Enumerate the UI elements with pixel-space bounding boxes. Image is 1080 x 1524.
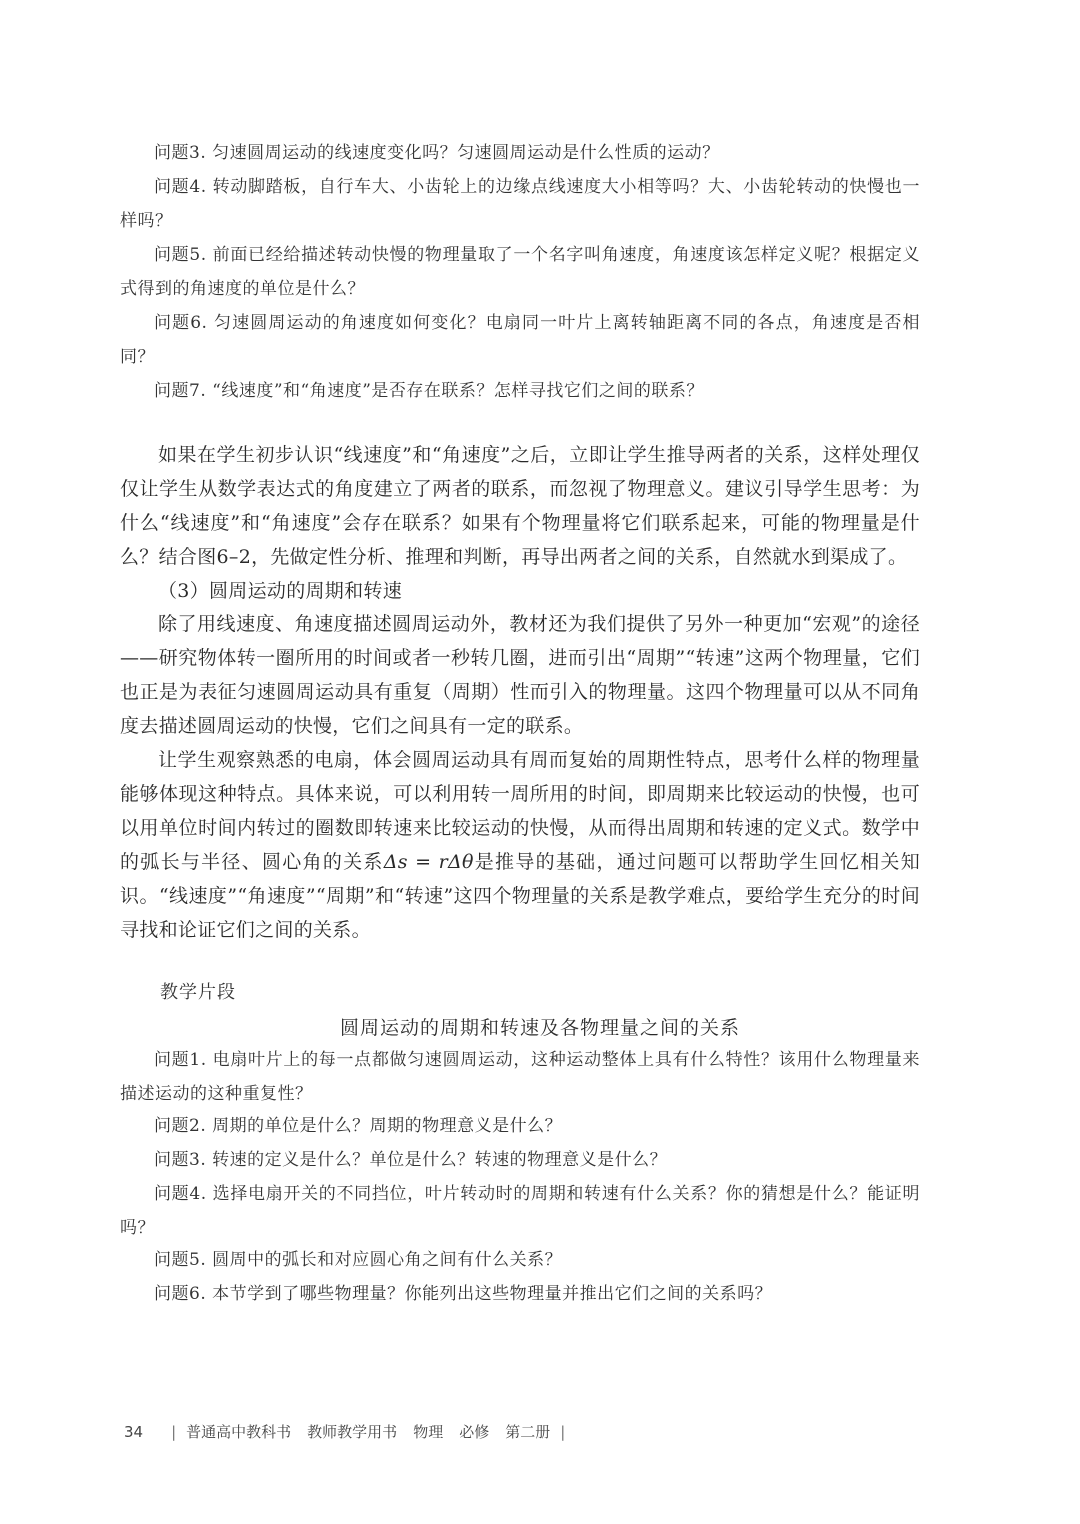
- footer-subject: 物理: [413, 1423, 444, 1441]
- arc-length-formula: Δs = rΔθ: [383, 851, 474, 873]
- body-paragraph-2: 除了用线速度、角速度描述圆周运动外，教材还为我们提供了另外一种更加“宏观”的途径——研究物体转一圈所用的时间或者一秒转几圈，进而引出“周期”“转速”这两个物理量，它们也正是为表征匀速圆周运动具有重复（周期）性而引入的物理量。这四个物理量可以从不同角度去描述圆周运动的快慢，它们之间具有一定的联系。: [120, 613, 920, 737]
- segment-question-4: 问题4. 选择电扇开关的不同挡位，叶片转动时的周期和转速有什么关系？你的猜想是什么？能证明吗？: [120, 1184, 920, 1238]
- footer-separator-end: |: [560, 1423, 566, 1441]
- footer-separator: |: [171, 1423, 177, 1441]
- segment-question-2: 问题2. 周期的单位是什么？周期的物理意义是什么？: [154, 1116, 563, 1136]
- section-subheading: （3）圆周运动的周期和转速: [158, 580, 402, 602]
- footer-required: 必修: [459, 1423, 490, 1441]
- segment-question-3: 问题3. 转速的定义是什么？单位是什么？转速的物理意义是什么？: [154, 1150, 668, 1170]
- intro-question-3: 问题3. 匀速圆周运动的线速度变化吗？匀速圆周运动是什么性质的运动？: [154, 143, 720, 163]
- segment-question-1: 问题1. 电扇叶片上的每一点都做匀速圆周运动，这种运动整体上具有什么特性？该用什么物理量来描述运动的这种重复性？: [120, 1050, 920, 1104]
- body-paragraph-1: 如果在学生初步认识“线速度”和“角速度”之后，立即让学生推导两者的关系，这样处理仅仅让学生从数学表达式的角度建立了两者的联系，而忽视了物理意义。建议引导学生思考：为什么“线速度”和“角速度”会存在联系？如果有个物理量将它们联系起来，可能的物理量是什么？结合图6–2，先做定性分析、推理和判断，再导出两者之间的关系，自然就水到渠成了。: [120, 444, 920, 568]
- segment-question-5: 问题5. 圆周中的弧长和对应圆心角之间有什么关系？: [154, 1250, 563, 1270]
- page-number: 34: [124, 1423, 144, 1441]
- body-paragraph-3-part-a: 让学生观察熟悉的电扇，体会圆周运动具有周而复始的周期性特点，思考什么样的物理量能够体现这种特点。具体来说，可以利用转一周所用的时间，即周期来比较运动的快慢，也可以用单位时间内转过的圈数即转速来比较运动的快慢，从而得出周期和转速的定义式。数学中的弧长与半径、圆心角的关系: [120, 749, 920, 873]
- body-paragraph-3: [120, 743, 920, 947]
- teaching-segment-title: 圆周运动的周期和转速及各物理量之间的关系: [339, 1017, 740, 1039]
- intro-question-5: 问题5. 前面已经给描述转动快慢的物理量取了一个名字叫角速度，角速度该怎样定义呢？根据定义式得到的角速度的单位是什么？: [120, 245, 920, 299]
- footer-book: 普通高中教科书: [186, 1423, 292, 1441]
- intro-question-6: 问题6. 匀速圆周运动的角速度如何变化？电扇同一叶片上离转轴距离不同的各点，角速度是否相同？: [120, 313, 920, 367]
- page-footer: [124, 1420, 575, 1444]
- footer-guide: 教师教学用书: [307, 1423, 398, 1441]
- intro-question-7: 问题7. “线速度”和“角速度”是否存在联系？怎样寻找它们之间的联系？: [154, 381, 704, 401]
- intro-question-4: 问题4. 转动脚踏板，自行车大、小齿轮上的边缘点线速度大小相等吗？大、小齿轮转动的快慢也一样吗？: [120, 177, 920, 231]
- teaching-segment-label: 教学片段: [160, 982, 236, 1003]
- body-paragraph-3-part-b: 是推导的基础，通过问题可以帮助学生回忆相关知识。“线速度”“角速度”“周期”和“转速”这四个物理量的关系是教学难点，要给学生充分的时间寻找和论证它们之间的关系。: [120, 851, 921, 941]
- segment-question-6: 问题6. 本节学到了哪些物理量？你能列出这些物理量并推出它们之间的关系吗？: [154, 1284, 773, 1304]
- footer-volume: 第二册: [505, 1423, 551, 1441]
